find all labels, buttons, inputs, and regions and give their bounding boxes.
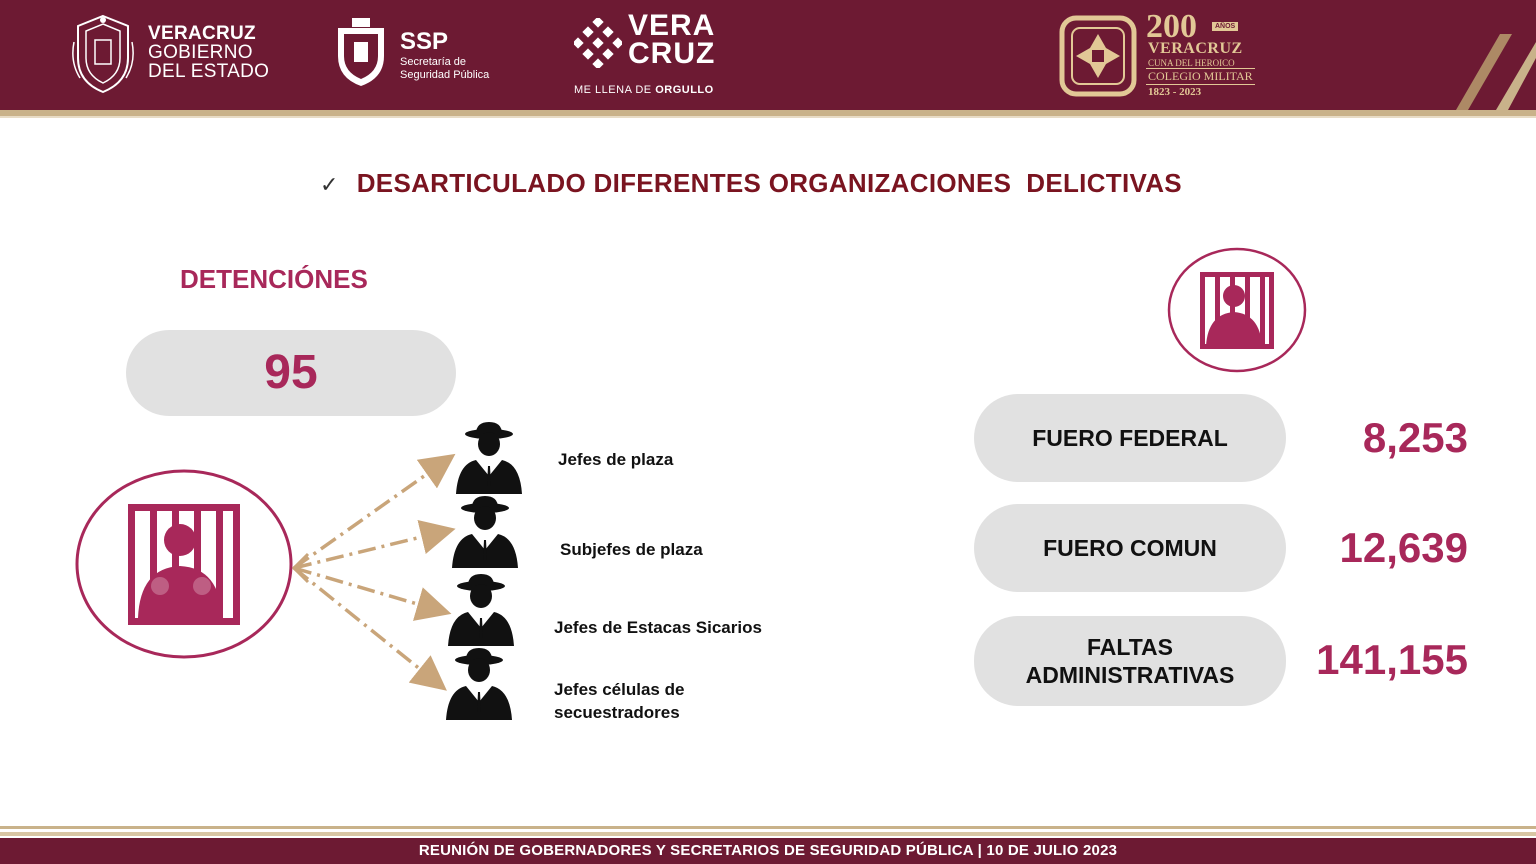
tagline-part-b: ORGULLO: [655, 84, 714, 96]
footer-gold-line: [0, 826, 1536, 829]
gobierno-line3: DEL ESTADO: [148, 61, 270, 82]
gangster-icon: [448, 494, 522, 568]
anniversary-cuna: CUNA DEL HEROICO: [1148, 58, 1235, 68]
colegio-emblem-icon: [1058, 14, 1138, 98]
gobierno-text: [148, 24, 269, 81]
header-bar: [0, 0, 1536, 110]
tagline-part-a: ME LLENA DE: [574, 84, 656, 96]
jail-prisoner-icon: [74, 468, 294, 660]
ssp-sub-line2: Seguridad Pública: [400, 69, 490, 81]
category-label: Jefes de Estacas Sicarios: [554, 618, 762, 637]
detenciones-value: 95: [264, 346, 318, 399]
page-title-text: DESARTICULADO DIFERENTES ORGANIZACIONES DELICTIVAS: [356, 168, 1182, 198]
veracruz-line2: CRUZ: [628, 37, 716, 70]
branch-arrows: [288, 450, 458, 700]
corner-stripe-decoration: [1448, 34, 1536, 110]
veracruz-pattern-icon: [574, 18, 622, 68]
category-label-line2: secuestradores: [554, 703, 680, 722]
ssp-shield-icon: [332, 16, 390, 88]
anniversary-anos: AÑOS: [1212, 22, 1238, 31]
gangster-icon: [442, 646, 516, 720]
detenciones-label: DETENCIÓNES: [180, 264, 368, 294]
category-label: Subjefes de plaza: [560, 540, 703, 559]
stat-pill-faltas-administrativas: [974, 616, 1286, 706]
anniversary-name: VERACRUZ: [1148, 40, 1243, 57]
ssp-title: SSP: [400, 28, 449, 55]
anniversary-number: 200: [1146, 8, 1197, 45]
footer-text: REUNIÓN DE GOBERNADORES Y SECRETARIOS DE SEGURIDAD PÚBLICA | 10 DE JULIO 2023: [418, 842, 1118, 859]
page-title: [320, 168, 1182, 199]
stat-value: 8,253: [1362, 414, 1468, 461]
jail-prisoner-icon: [1166, 246, 1308, 374]
veracruz-line1: VERA: [628, 9, 716, 42]
stat-value: 12,639: [1339, 524, 1468, 571]
arrow-4: [294, 568, 436, 682]
anniversary-years: 1823 - 2023: [1148, 86, 1202, 98]
category-label: Jefes de plaza: [558, 450, 674, 469]
ssp-sub-line1: Secretaría de: [400, 56, 467, 68]
stat-value: 141,155: [1316, 636, 1468, 683]
ssp-subtitle: [400, 56, 489, 82]
category-label-line1: Jefes células de: [554, 680, 685, 699]
header-light-line: [0, 116, 1536, 118]
stat-pill-fuero-federal: [974, 394, 1286, 482]
stat-label: FUERO COMUN: [1043, 535, 1217, 561]
gangster-icon: [444, 572, 518, 646]
category-label: [554, 678, 684, 724]
gangster-icon: [452, 420, 526, 494]
veracruz-seal-icon: [70, 12, 136, 96]
veracruz-wordmark: [628, 9, 716, 70]
gobierno-line1: VERACRUZ: [148, 23, 256, 44]
gobierno-line2: GOBIERNO: [148, 42, 253, 63]
arrow-1: [294, 462, 444, 568]
stat-label-line2: ADMINISTRATIVAS: [1025, 662, 1235, 688]
arrow-3: [294, 568, 438, 610]
stat-pill-fuero-comun: [974, 504, 1286, 592]
anniversary-colegio: COLEGIO MILITAR: [1148, 69, 1253, 83]
veracruz-tagline: [574, 84, 714, 96]
check-icon: ✓: [320, 172, 339, 197]
stat-label: FUERO FEDERAL: [1032, 425, 1228, 451]
arrow-2: [294, 532, 442, 568]
stat-label-line1: FALTAS: [1086, 634, 1173, 660]
footer-gold-line: [0, 832, 1536, 836]
